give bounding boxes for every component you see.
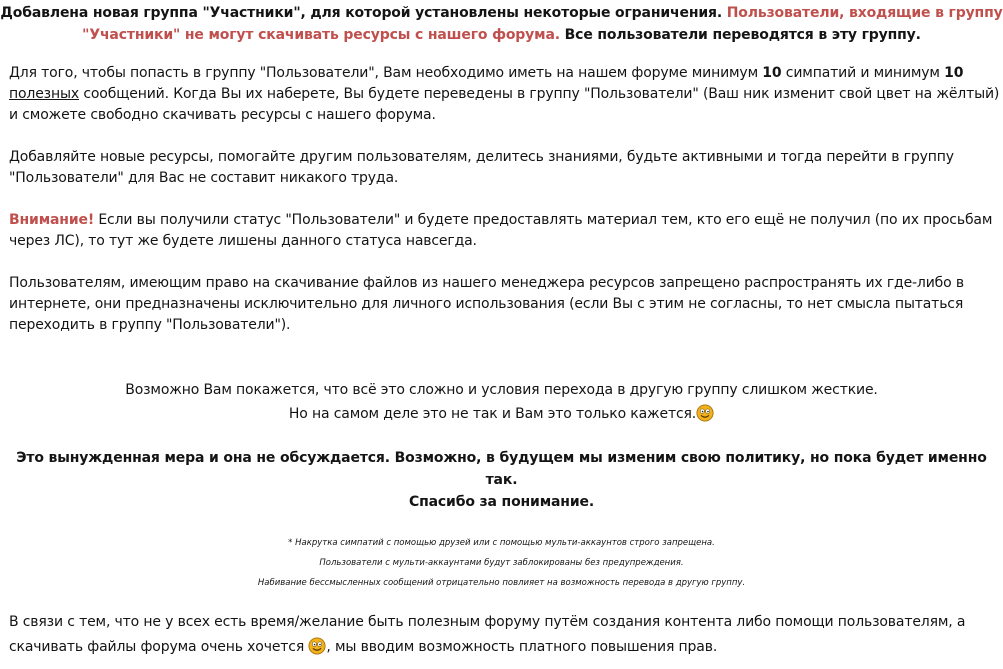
intro-move-text: Все пользователи переводятся в эту группу.: [559, 27, 921, 43]
forced-line-2: Спасибо за понимание.: [408, 494, 595, 510]
intro-text: Добавлена новая группа "Участники", для которой установлены некоторые ограничения.: [0, 5, 727, 21]
posts-count: 10: [944, 65, 964, 81]
intro-paragraph: [0, 2, 1003, 46]
forced-paragraph: [0, 447, 1003, 513]
maybe-paragraph: [0, 378, 1003, 426]
forced-line-1: Это вынужденная мера и она не обсуждается. Возможно, в будущем мы изменим свою политику, но пока будет именно так.: [16, 450, 987, 488]
maybe-line-1: Возможно Вам покажется, что всё это сложно и условия перехода в другую группу слишком жесткие.: [125, 382, 878, 398]
note-item: * Накрутка симпатий с помощью друзей или с помощью мульти-аккаунтов строго запрещена.: [288, 538, 715, 548]
requirements-text-3: сообщений. Когда Вы их наберете, Вы будете переведены в группу "Пользователи" (Ваш ник изменит свой цвет на жёлтый) и сможете свободно скачивать ресурсы с нашего форума.: [9, 86, 1000, 123]
likes-count: 10: [762, 65, 782, 81]
smiley-icon: [308, 637, 326, 655]
paid-text: В связи с тем, что не у всех есть время/желание быть полезным форуму путём создания контента либо помощи пользователям, а скачивать файлы форума очень хочется: [9, 614, 966, 655]
paid-text-2: , мы вводим возможность платного повышения прав.: [326, 639, 718, 655]
maybe-line-2: [0, 402, 1003, 426]
encourage-paragraph: Добавляйте новые ресурсы, помогайте другим пользователям, делитесь знаниями, будьте активными и тогда перейти в группу "Пользователи" для Вас не составит никакого труда.: [9, 149, 954, 186]
useful-posts-link[interactable]: полезных: [9, 86, 80, 102]
distribution-paragraph: Пользователям, имеющим право на скачивание файлов из нашего менеджера ресурсов запрещено распространять их где-либо в интернете, они предназначены исключительно для личного использования (если Вы с этим не согласны, то нет смысла пытаться переходить в группу "Пользователи").: [9, 275, 964, 333]
paid-paragraph: [9, 610, 1001, 660]
smiley-icon: [696, 404, 714, 422]
requirements-text: Для того, чтобы попасть в группу "Пользователи", Вам необходимо иметь на нашем форуме минимум: [9, 65, 763, 81]
requirements-text-2: симпатий и минимум: [781, 65, 945, 81]
requirements-paragraph: [9, 63, 1001, 126]
warning-text: Если вы получили статус "Пользователи" и будете предоставлять материал тем, кто его ещё не получил (по их просьбам через ЛС), то тут же будете лишены данного статуса навсегда.: [9, 212, 993, 249]
notes-block: [0, 533, 1003, 593]
intro-restriction-text: Пользователи, входящие в группу "Участники" не могут скачивать ресурсы с нашего форума.: [82, 5, 1003, 43]
note-item: Пользователи с мульти-аккаунтами будут заблокированы без предупреждения.: [319, 558, 684, 568]
warning-label: Внимание!: [9, 212, 95, 228]
maybe-line-2-text: Но на самом деле это не так и Вам это только кажется.: [288, 406, 697, 422]
warning-paragraph: [9, 210, 1001, 252]
note-item: Набивание бессмысленных сообщений отрицательно повлияет на возможность перевода в другую группу.: [257, 578, 746, 588]
